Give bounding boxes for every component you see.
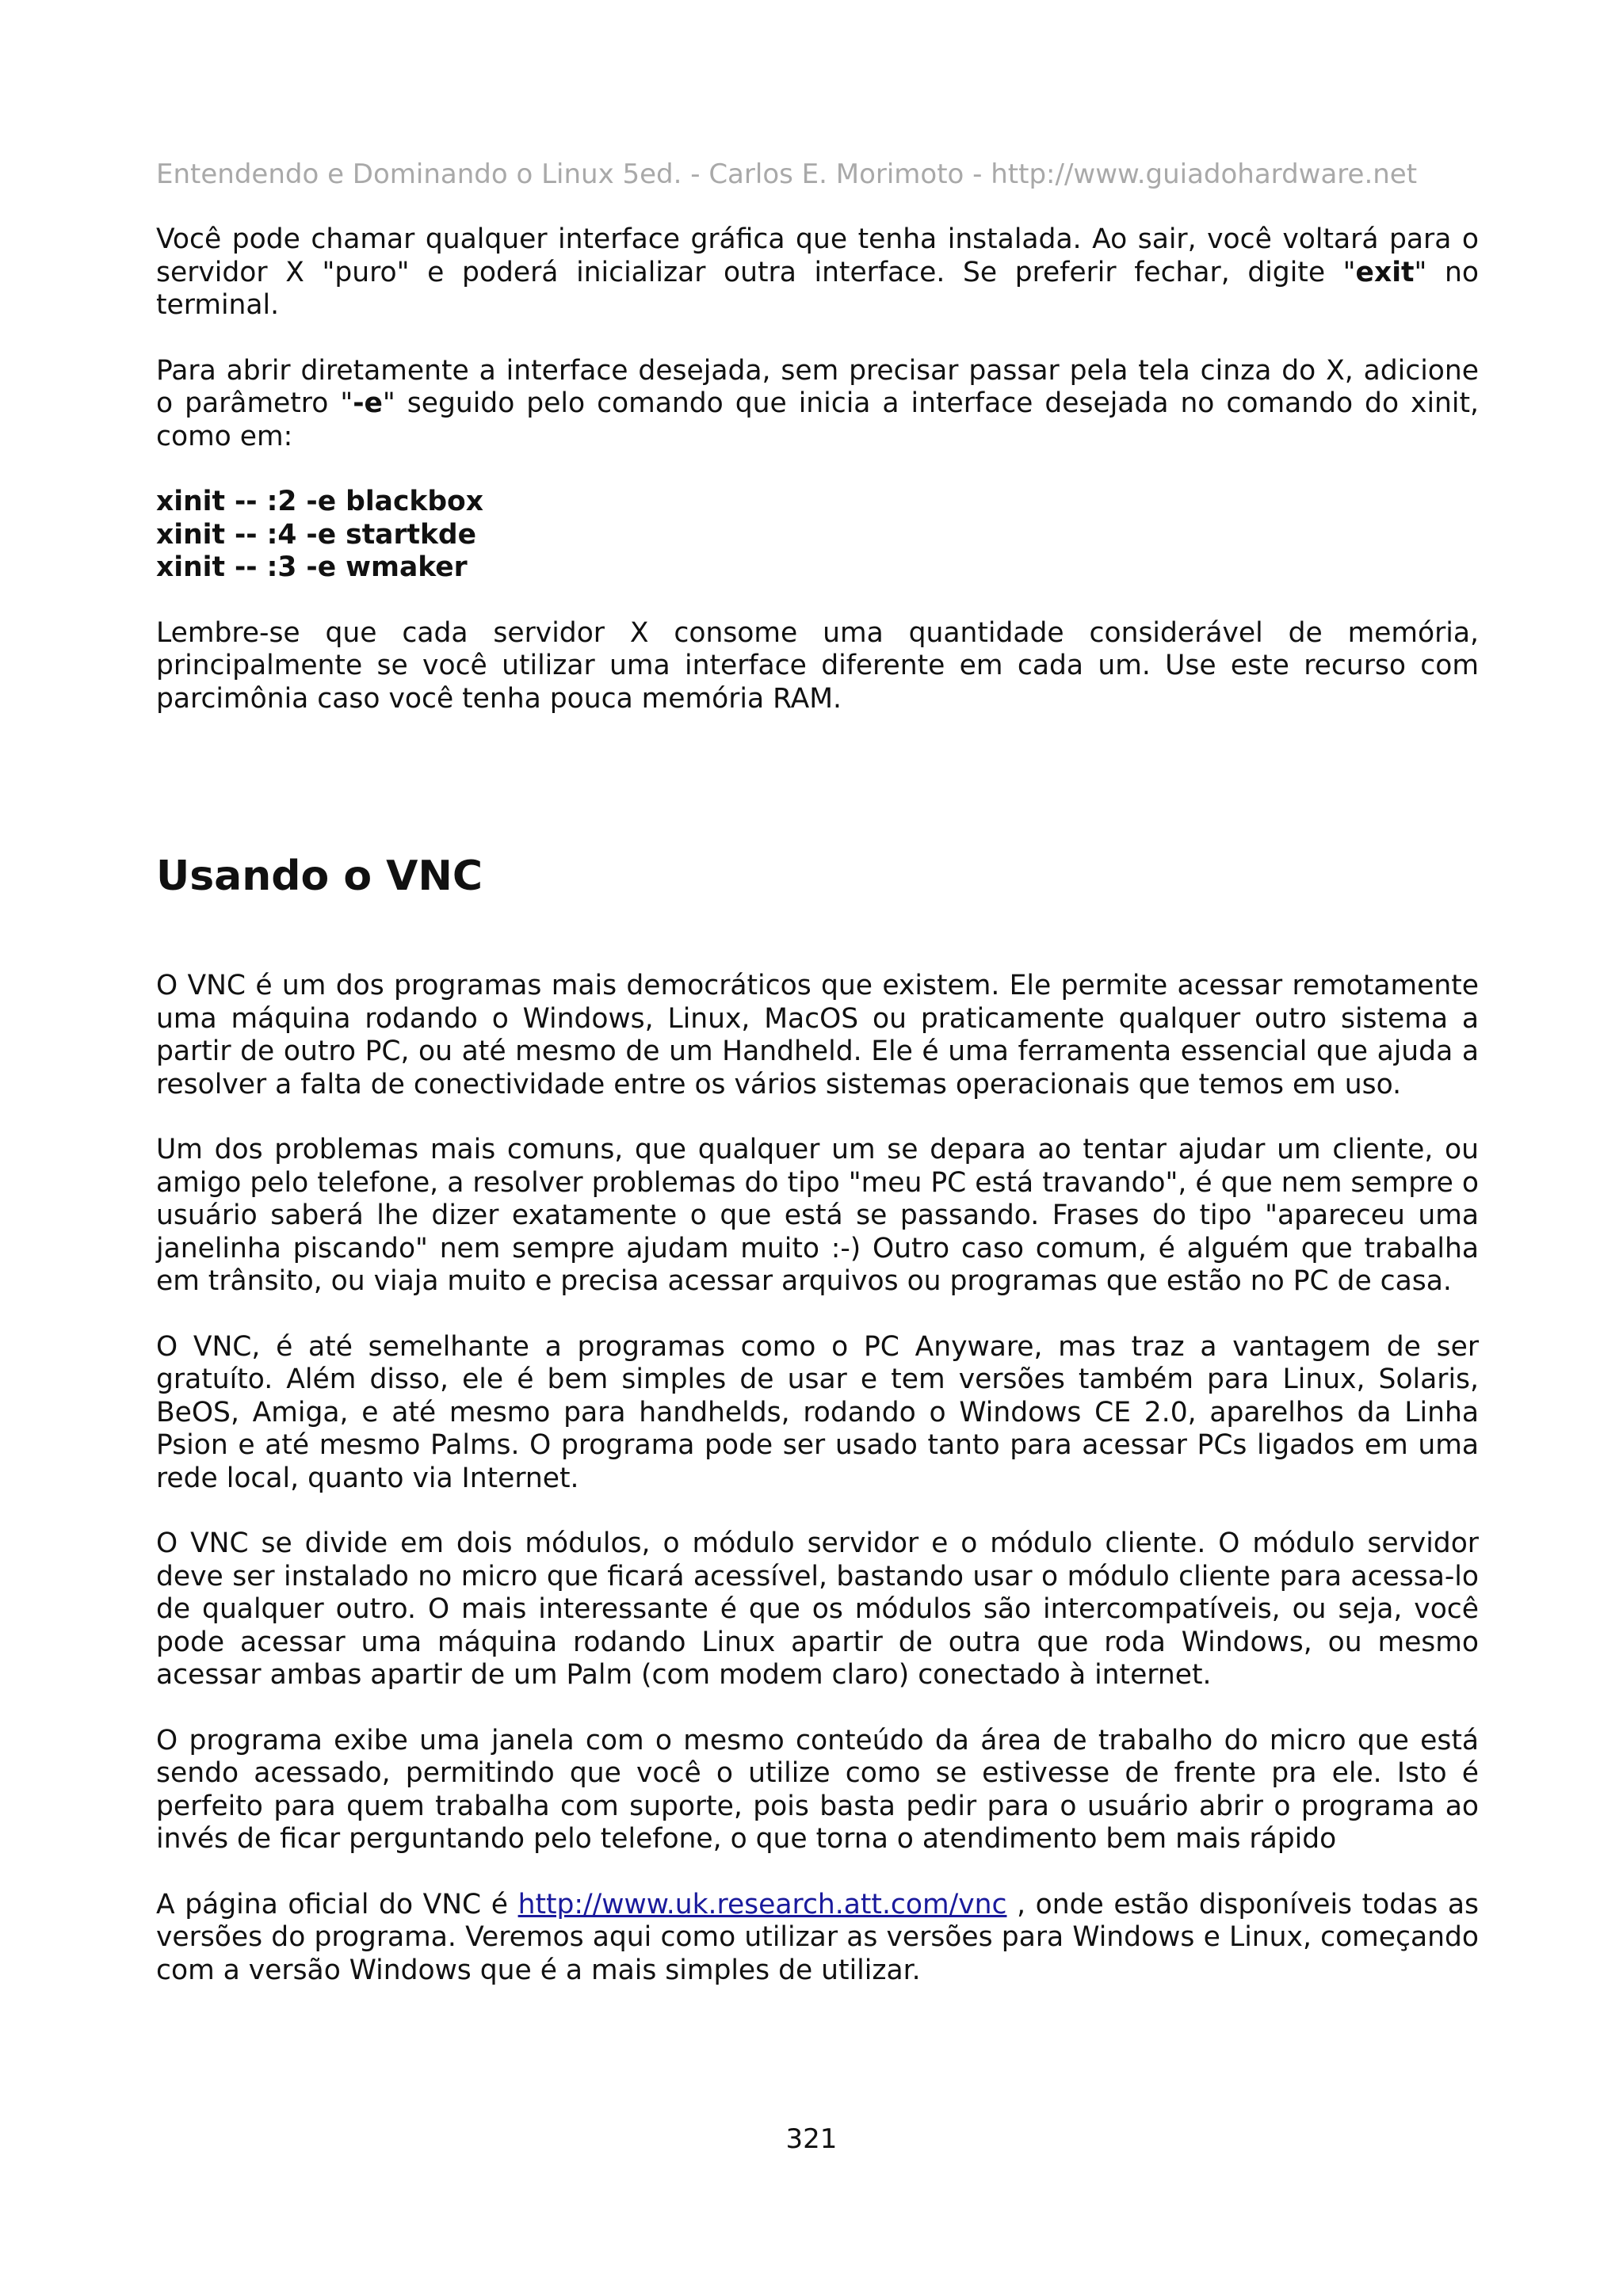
paragraph-e-parameter	[156, 355, 1479, 454]
page-content	[156, 223, 1479, 2019]
paragraph-e-text-before: Para abrir diretamente a interface desejada, sem precisar passar pela tela cinza do X, adicione o parâmetro "	[156, 354, 1479, 419]
paragraph-memory-note: Lembre-se que cada servidor X consome uma quantidade considerável de memória, principalmente se você utilizar uma interface diferente em cada um. Use este recurso com parcimônia caso você tenha pouca memória RAM.	[156, 616, 1479, 715]
page-number: 321	[785, 2123, 838, 2155]
section-heading: Usando o VNC	[156, 852, 483, 900]
code-line: xinit -- :3 -e wmaker	[156, 551, 468, 583]
vnc-official-link[interactable]: http://www.uk.research.att.com/vnc	[517, 1888, 1007, 1920]
paragraph: O VNC, é até semelhante a programas como o PC Anyware, mas traz a vantagem de ser gratuíto. Além disso, ele é bem simples de usar e tem versões também para Linux, Solaris, BeOS, Amiga, e até mesmo para handhelds, rodando o Windows CE 2.0, aparelhos da Linha Psion e até mesmo Palms. O programa pode ser usado tanto para acessar PCs ligados em uma rede local, quanto via Internet.	[156, 1330, 1479, 1494]
paragraph: Um dos problemas mais comuns, que qualquer um se depara ao tentar ajudar um cliente, ou amigo pelo telefone, a resolver problemas do tipo "meu PC está travando", é que nem sempre o usuário saberá lhe dizer exatamente o que está se passando. Frases do tipo "apareceu uma janelinha piscando" nem sempre ajudam muito :-) Outro caso comum, é alguém que trabalha em trânsito, ou viaja muito e precisa acessar arquivos ou programas que estão no PC de casa.	[156, 1134, 1479, 1297]
exit-command: exit	[1355, 256, 1415, 288]
code-line: xinit -- :4 -e startkde	[156, 518, 477, 551]
paragraph: O programa exibe uma janela com o mesmo conteúdo da área de trabalho do micro que está sendo acessado, permitindo que você o utilize como se estivesse de frente pra ele. Isto é perfeito para quem trabalha com suporte, pois basta pedir para o usuário abrir o programa ao invés de ficar perguntando pelo telefone, o que torna o atendimento bem mais rápido	[156, 1724, 1479, 1855]
code-line: xinit -- :2 -e blackbox	[156, 486, 484, 517]
e-parameter: -e	[353, 387, 383, 419]
paragraph-exit-text-before: Você pode chamar qualquer interface gráfica que tenha instalada. Ao sair, você voltará para o servidor X "puro" e poderá inicializar outra interface. Se preferir fechar, digite "	[156, 223, 1479, 288]
official-page-text-before: A página oficial do VNC é	[156, 1888, 518, 1920]
section-heading-wrap	[156, 748, 1479, 970]
paragraph-exit	[156, 223, 1479, 322]
xinit-command-examples	[156, 486, 1479, 585]
paragraph: O VNC se divide em dois módulos, o módulo servidor e o módulo cliente. O módulo servidor deve ser instalado no micro que ficará acessível, bastando usar o módulo cliente para acessa-lo de qualquer outro. O mais interessante é que os módulos são intercompatíveis, ou seja, você pode acessar uma máquina rodando Linux apartir de outra que roda Windows, ou mesmo acessar ambas apartir de um Palm (com modem claro) conectado à internet.	[156, 1527, 1479, 1691]
official-page-text-after: , onde estão disponíveis todas as versões do programa. Veremos aqui como utilizar as versões para Windows e Linux, começando com a versão Windows que é a mais simples de utilizar.	[156, 1888, 1479, 1986]
paragraph-e-text-after: " seguido pelo comando que inicia a interface desejada no comando do xinit, como em:	[156, 387, 1479, 452]
paragraph-exit-text-after: " no terminal.	[156, 256, 1479, 321]
paragraph: O VNC é um dos programas mais democráticos que existem. Ele permite acessar remotamente uma máquina rodando o Windows, Linux, MacOS ou praticamente qualquer outro sistema a partir de outro PC, ou até mesmo de um Handheld. Ele é uma ferramenta essencial que ajuda a resolver a falta de conectividade entre os vários sistemas operacionais que temos em uso.	[156, 970, 1479, 1100]
running-header: Entendendo e Dominando o Linux 5ed. - Carlos E. Morimoto - http://www.guiadohardware.net	[156, 158, 1418, 190]
paragraph-official-page	[156, 1889, 1479, 1988]
